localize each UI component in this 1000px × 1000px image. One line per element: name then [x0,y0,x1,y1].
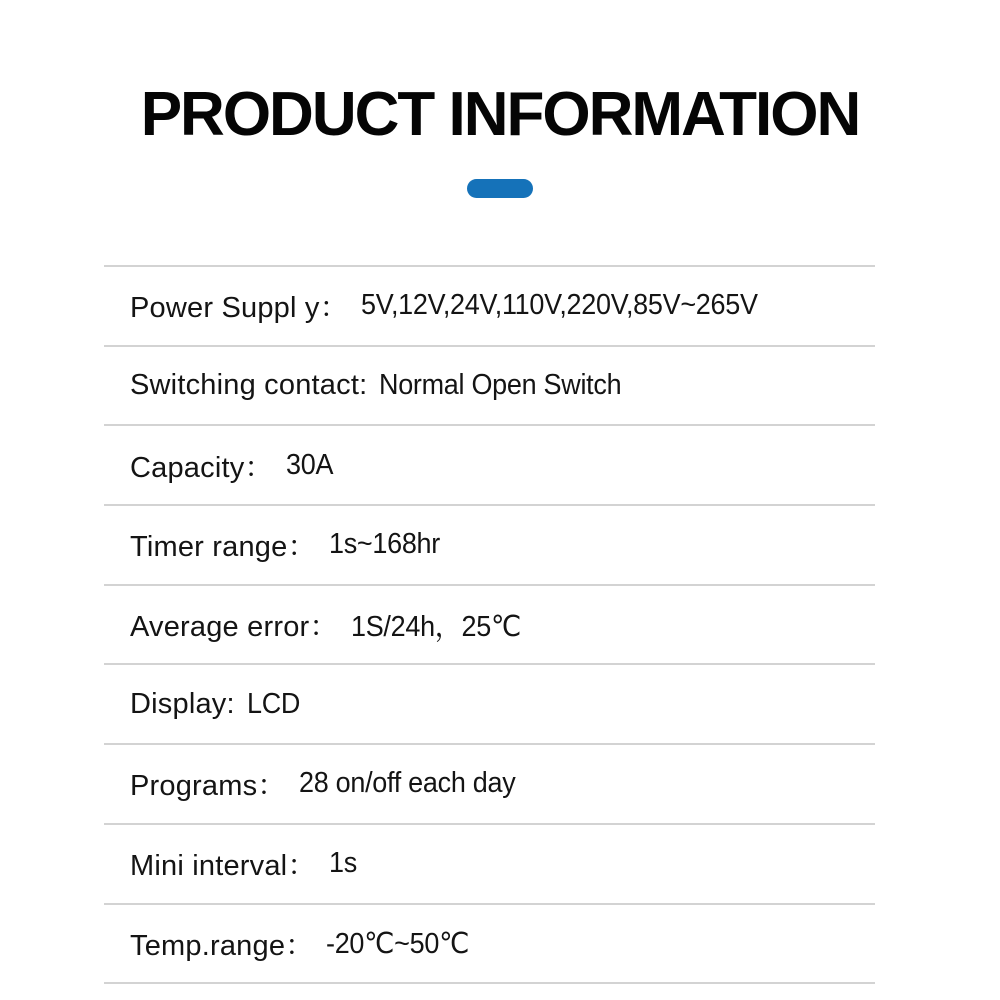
spec-row-timer-range [104,504,875,584]
spec-value: LCD [246,687,300,720]
spec-row-average-error [104,584,875,664]
spec-label: Switching contact: [130,369,368,402]
spec-label: Programs： [130,770,287,803]
spec-label: Timer range： [130,531,317,564]
spec-label: Capacity： [130,451,274,484]
spec-value: -20℃~50℃ [326,927,470,960]
spec-row-switching-contact [104,345,875,425]
accent-dash [467,179,533,198]
spec-label: Display: [130,687,235,720]
spec-value: 1s [328,847,357,880]
spec-value: 30A [285,448,333,481]
spec-row-temp-range [104,903,875,983]
spec-value: 28 on/off each day [298,767,515,800]
spec-value: 1s~168hr [328,528,440,561]
spec-label: Temp.range： [130,929,315,962]
spec-row-mini-interval [104,823,875,903]
spec-row-power-supply [104,265,875,345]
spec-row-programs [104,743,875,823]
spec-value: Normal Open Switch [379,369,622,402]
spec-value: 5V,12V,24V,110V,220V,85V~265V [360,289,758,322]
spec-label: Power Suppl y： [130,292,349,325]
spec-value: 1S/24h，25℃ [350,611,521,644]
spec-row-display [104,663,875,743]
spec-label: Mini interval： [130,850,317,883]
page-title: PRODUCT INFORMATION [140,80,860,149]
spec-label: Average error： [130,611,339,644]
spec-table [104,265,875,984]
spec-row-capacity [104,424,875,504]
